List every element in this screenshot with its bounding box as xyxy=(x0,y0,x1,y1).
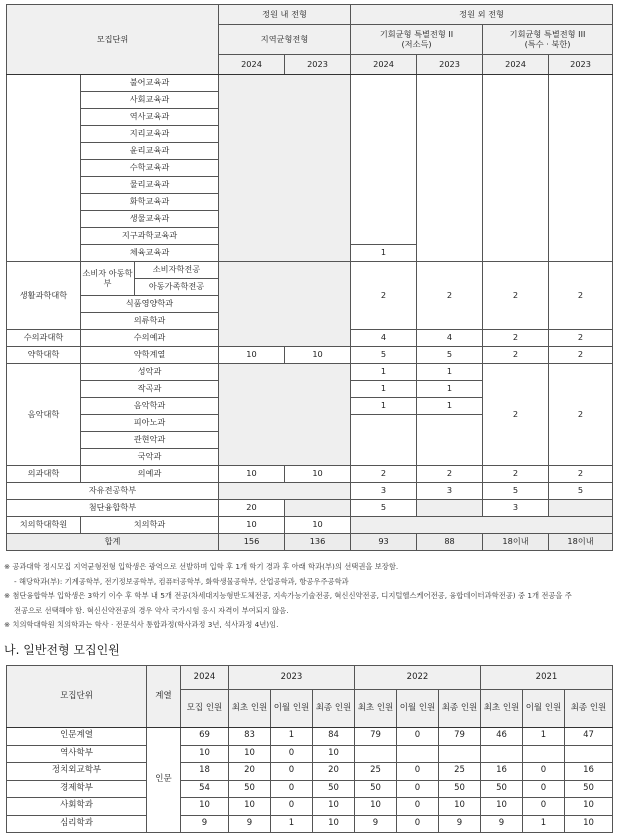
value-cell: 5 xyxy=(549,483,613,500)
value-cell: 69 xyxy=(181,728,229,746)
dept-name: 음악학과 xyxy=(81,398,219,415)
total-value: 156 xyxy=(219,534,285,551)
unit-name: 인문계열 xyxy=(7,728,147,746)
value-cell: 4 xyxy=(351,330,417,347)
empty-cell xyxy=(351,75,417,245)
value-cell: 5 xyxy=(351,347,417,364)
empty-cell xyxy=(417,500,483,517)
header-out-quota: 정원 외 전형 xyxy=(351,5,613,25)
unit-name: 경제학부 xyxy=(7,780,147,798)
value-cell: 0 xyxy=(271,763,313,781)
year: 2024 xyxy=(351,55,417,75)
header-carry: 이월 인원 xyxy=(397,690,439,728)
value-cell: 1 xyxy=(417,398,483,415)
value-cell: 2 xyxy=(417,466,483,483)
value-cell: 10 xyxy=(219,347,285,364)
dept-name: 수학교육과 xyxy=(81,160,219,177)
value-cell: 2 xyxy=(549,330,613,347)
value-cell: 0 xyxy=(397,780,439,798)
value-cell: 10 xyxy=(439,798,481,816)
value-cell: 1 xyxy=(351,364,417,381)
value-cell: 9 xyxy=(481,815,523,833)
year: 2024 xyxy=(181,666,229,690)
value-cell: 0 xyxy=(271,798,313,816)
value-cell: 2 xyxy=(351,466,417,483)
value-cell: 25 xyxy=(355,763,397,781)
major-name: 소비자학전공 xyxy=(135,262,219,279)
college-name: 의과대학 xyxy=(7,466,81,483)
header-track: 계열 xyxy=(147,666,181,728)
value-cell: 10 xyxy=(313,798,355,816)
value-cell: 5 xyxy=(483,483,549,500)
value-cell: 10 xyxy=(313,815,355,833)
header-initial: 최초 인원 xyxy=(229,690,271,728)
table-row xyxy=(7,780,613,798)
total-value: 136 xyxy=(285,534,351,551)
value-cell: 3 xyxy=(483,500,549,517)
table-row xyxy=(7,763,613,781)
empty-cell xyxy=(219,364,351,466)
value-cell: 0 xyxy=(523,780,565,798)
header-special2: 기회균형 특별전형 II (저소득) xyxy=(351,25,483,55)
value-cell: 1 xyxy=(417,381,483,398)
quota-table xyxy=(6,4,613,551)
value-cell: 1 xyxy=(351,381,417,398)
value-cell: 5 xyxy=(417,347,483,364)
dept-name: 관현악과 xyxy=(81,432,219,449)
value-cell xyxy=(481,745,523,763)
dept-name: 체육교육과 xyxy=(81,245,219,262)
header-regional: 지역균형전형 xyxy=(219,25,351,55)
value-cell: 46 xyxy=(481,728,523,746)
header-in-quota: 정원 내 전형 xyxy=(219,5,351,25)
dept-name: 첨단융합학부 xyxy=(7,500,219,517)
value-cell: 20 xyxy=(229,763,271,781)
note: ※ 공과대학 정시모집 지역균형전형 입학생은 광역으로 선발하며 입학 후 1개 학기 경과 후 아래 학과(부)의 선택권을 보장함. xyxy=(4,562,399,571)
note: ※ 첨단융합학부 입학생은 3학기 이수 후 학부 내 5개 전공(차세대지능형반도체전공, 지속가능기술전공, 혁신신약전공, 디지털헬스케어전공, 융합데이터과학전공) 중 1개 전공을 주 xyxy=(4,591,572,600)
value-cell: 54 xyxy=(181,780,229,798)
value-cell: 1 xyxy=(417,364,483,381)
header-recruit: 모집 인원 xyxy=(181,690,229,728)
empty-cell xyxy=(219,483,351,500)
dept-name: 의류학과 xyxy=(81,313,219,330)
year: 2024 xyxy=(483,55,549,75)
table-row xyxy=(7,798,613,816)
value-cell: 84 xyxy=(313,728,355,746)
empty-cell xyxy=(417,75,483,262)
value-cell: 50 xyxy=(229,780,271,798)
value-cell: 10 xyxy=(181,798,229,816)
empty-cell xyxy=(351,517,613,534)
unit-name: 역사학부 xyxy=(7,745,147,763)
value-cell: 16 xyxy=(565,763,613,781)
value-cell: 10 xyxy=(313,745,355,763)
dept-name: 생물교육과 xyxy=(81,211,219,228)
value-cell: 0 xyxy=(523,798,565,816)
header-initial: 최초 인원 xyxy=(355,690,397,728)
value-cell: 0 xyxy=(397,728,439,746)
value-cell: 83 xyxy=(229,728,271,746)
value-cell: 25 xyxy=(439,763,481,781)
value-cell: 50 xyxy=(355,780,397,798)
value-cell: 50 xyxy=(439,780,481,798)
total-value: 88 xyxy=(417,534,483,551)
dept-name: 불어교육과 xyxy=(81,75,219,92)
value-cell: 79 xyxy=(355,728,397,746)
value-cell: 0 xyxy=(271,780,313,798)
header-carry: 이월 인원 xyxy=(271,690,313,728)
value-cell: 2 xyxy=(483,330,549,347)
value-cell xyxy=(523,745,565,763)
header-unit: 모집단위 xyxy=(7,5,219,75)
dept-name: 역사교육과 xyxy=(81,109,219,126)
value-cell: 10 xyxy=(219,466,285,483)
general-admission-table xyxy=(6,665,613,833)
value-cell: 2 xyxy=(483,347,549,364)
value-cell: 10 xyxy=(219,517,285,534)
college-name: 음악대학 xyxy=(7,364,81,466)
value-cell: 2 xyxy=(351,262,417,330)
value-cell: 10 xyxy=(285,466,351,483)
empty-cell xyxy=(549,75,613,262)
value-cell: 10 xyxy=(355,798,397,816)
value-cell: 9 xyxy=(439,815,481,833)
value-cell: 2 xyxy=(549,262,613,330)
value-cell: 9 xyxy=(355,815,397,833)
value-cell: 10 xyxy=(565,815,613,833)
value-cell: 9 xyxy=(181,815,229,833)
year: 2023 xyxy=(417,55,483,75)
value-cell: 20 xyxy=(219,500,285,517)
college-name: 생활과학대학 xyxy=(7,262,81,330)
college-name: 수의과대학 xyxy=(7,330,81,347)
value-cell: 1 xyxy=(271,728,313,746)
value-cell: 1 xyxy=(351,245,417,262)
dept-name: 치의학과 xyxy=(81,517,219,534)
year: 2021 xyxy=(481,666,613,690)
value-cell: 5 xyxy=(351,500,417,517)
dept-name: 수의예과 xyxy=(81,330,219,347)
value-cell: 1 xyxy=(351,398,417,415)
value-cell: 10 xyxy=(285,347,351,364)
value-cell: 1 xyxy=(271,815,313,833)
dept-name: 약학계열 xyxy=(81,347,219,364)
value-cell: 3 xyxy=(351,483,417,500)
dept-name: 작곡과 xyxy=(81,381,219,398)
empty-cell xyxy=(351,415,417,466)
dept-name: 지구과학교육과 xyxy=(81,228,219,245)
value-cell: 10 xyxy=(285,517,351,534)
total-value: 18이내 xyxy=(483,534,549,551)
empty-cell xyxy=(483,75,549,262)
dept-name: 식품영양학과 xyxy=(81,296,219,313)
value-cell: 0 xyxy=(271,745,313,763)
value-cell: 20 xyxy=(313,763,355,781)
value-cell: 3 xyxy=(417,483,483,500)
year: 2024 xyxy=(219,55,285,75)
value-cell: 4 xyxy=(417,330,483,347)
note: ※ 치의학대학원 치의학과는 학사 · 전문석사 통합과정(학사과정 3년, 석사과정 4년)임. xyxy=(4,620,279,629)
empty-cell xyxy=(219,75,351,262)
value-cell: 10 xyxy=(181,745,229,763)
header-final: 최종 인원 xyxy=(439,690,481,728)
value-cell xyxy=(355,745,397,763)
year: 2022 xyxy=(355,666,481,690)
empty-cell xyxy=(549,500,613,517)
value-cell: 10 xyxy=(565,798,613,816)
value-cell: 2 xyxy=(549,347,613,364)
value-cell: 50 xyxy=(565,780,613,798)
year: 2023 xyxy=(229,666,355,690)
dept-name: 자유전공학부 xyxy=(7,483,219,500)
value-cell: 16 xyxy=(481,763,523,781)
value-cell xyxy=(439,745,481,763)
value-cell: 2 xyxy=(483,364,549,466)
total-value: 93 xyxy=(351,534,417,551)
dept-name: 윤리교육과 xyxy=(81,143,219,160)
division-name: 소비자 아동학부 xyxy=(81,262,135,296)
college-name: 치의학대학원 xyxy=(7,517,81,534)
note: 전공으로 선택해야 함. 혁신신약전공의 경우 약사 국가시험 응시 자격이 부여되지 않음. xyxy=(14,605,289,615)
table-row xyxy=(7,745,613,763)
dept-name: 성악과 xyxy=(81,364,219,381)
table-row xyxy=(7,815,613,833)
year: 2023 xyxy=(285,55,351,75)
value-cell: 9 xyxy=(229,815,271,833)
empty-cell xyxy=(417,415,483,466)
value-cell: 0 xyxy=(397,815,439,833)
dept-name: 화학교육과 xyxy=(81,194,219,211)
track-cell: 인문 xyxy=(147,728,181,833)
value-cell xyxy=(565,745,613,763)
header-initial: 최초 인원 xyxy=(481,690,523,728)
value-cell: 2 xyxy=(483,466,549,483)
empty-cell xyxy=(219,262,351,347)
value-cell: 0 xyxy=(523,763,565,781)
value-cell: 50 xyxy=(313,780,355,798)
header-special3: 기회균형 특별전형 III (특수 · 북한) xyxy=(483,25,613,55)
edu-college-cell xyxy=(7,75,81,262)
header-final: 최종 인원 xyxy=(565,690,613,728)
value-cell: 0 xyxy=(397,763,439,781)
empty-cell xyxy=(285,500,351,517)
unit-name: 심리학과 xyxy=(7,815,147,833)
value-cell: 10 xyxy=(481,798,523,816)
value-cell xyxy=(397,745,439,763)
value-cell: 2 xyxy=(417,262,483,330)
dept-name: 사회교육과 xyxy=(81,92,219,109)
dept-name: 의예과 xyxy=(81,466,219,483)
header-carry: 이월 인원 xyxy=(523,690,565,728)
value-cell: 10 xyxy=(229,745,271,763)
table-row xyxy=(7,728,613,746)
dept-name: 피아노과 xyxy=(81,415,219,432)
total-value: 18이내 xyxy=(549,534,613,551)
dept-name: 지리교육과 xyxy=(81,126,219,143)
college-name: 약학대학 xyxy=(7,347,81,364)
value-cell: 2 xyxy=(549,466,613,483)
value-cell: 1 xyxy=(523,815,565,833)
value-cell: 2 xyxy=(549,364,613,466)
dept-name: 국악과 xyxy=(81,449,219,466)
note: - 해당학과(부): 기계공학부, 전기정보공학부, 컴퓨터공학부, 화학생물공학부, 산업공학과, 항공우주공학과 xyxy=(14,576,349,586)
header-unit: 모집단위 xyxy=(7,666,147,728)
notes xyxy=(4,560,616,633)
value-cell: 79 xyxy=(439,728,481,746)
value-cell: 18 xyxy=(181,763,229,781)
value-cell: 2 xyxy=(483,262,549,330)
header-final: 최종 인원 xyxy=(313,690,355,728)
dept-name: 물리교육과 xyxy=(81,177,219,194)
value-cell: 0 xyxy=(397,798,439,816)
value-cell: 50 xyxy=(481,780,523,798)
value-cell: 10 xyxy=(229,798,271,816)
section-title: 나. 일반전형 모집인원 xyxy=(4,643,120,657)
value-cell: 47 xyxy=(565,728,613,746)
unit-name: 정치외교학부 xyxy=(7,763,147,781)
major-name: 아동가족학전공 xyxy=(135,279,219,296)
unit-name: 사회학과 xyxy=(7,798,147,816)
value-cell: 1 xyxy=(523,728,565,746)
year: 2023 xyxy=(549,55,613,75)
total-label: 합계 xyxy=(7,534,219,551)
